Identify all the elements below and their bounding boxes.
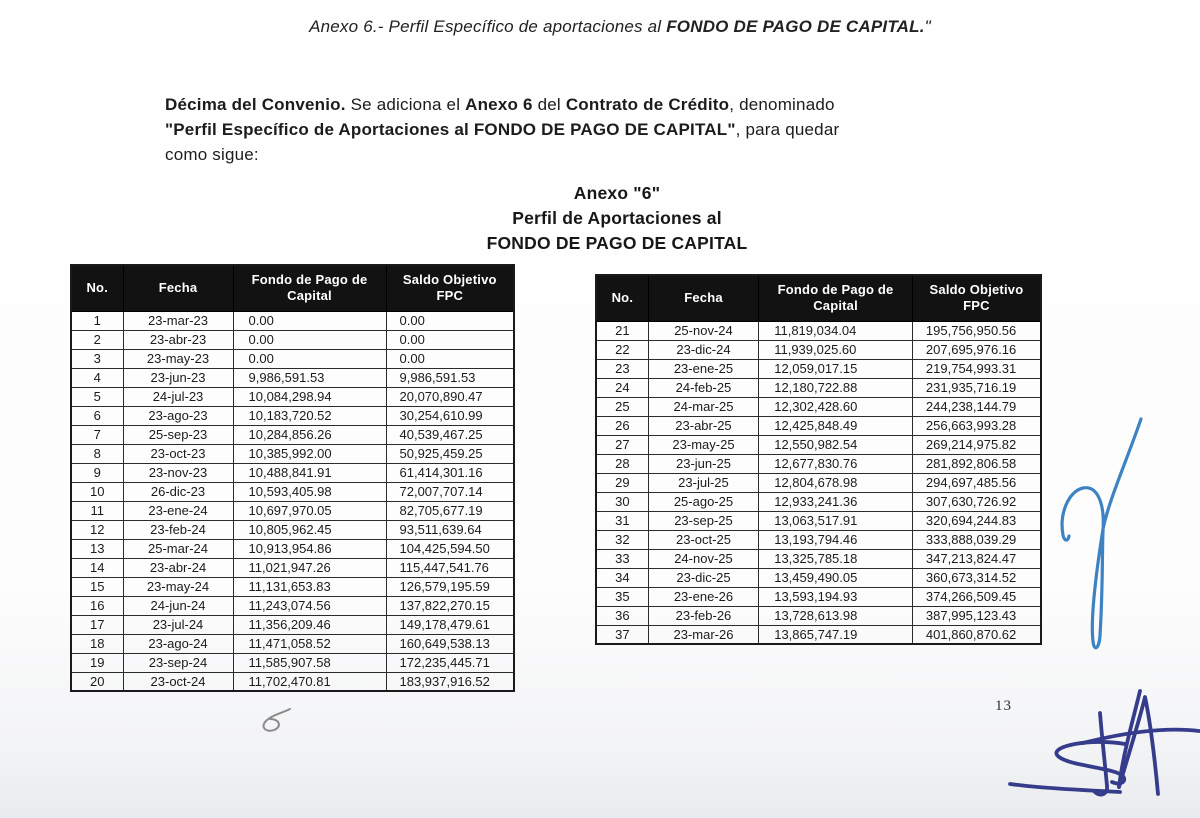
- table-row: [71, 558, 514, 577]
- table-cell: 333,888,039.29: [912, 530, 1041, 549]
- table-cell: 26-dic-23: [123, 482, 233, 501]
- table-row: [596, 397, 1041, 416]
- table-cell: 23-dic-24: [648, 340, 758, 359]
- annex-heading-line3: FONDO DE PAGO DE CAPITAL: [486, 233, 748, 253]
- table-cell: 13,459,490.05: [759, 568, 913, 587]
- table-cell: 23: [596, 359, 648, 378]
- table-row: [71, 653, 514, 672]
- table-cell: 12,550,982.54: [759, 435, 913, 454]
- table-cell: 93,511,639.64: [386, 520, 514, 539]
- table-cell: 61,414,301.16: [386, 463, 514, 482]
- table-cell: 23-ago-23: [123, 406, 233, 425]
- table-cell: 12: [71, 520, 123, 539]
- table-cell: 27: [596, 435, 648, 454]
- annex-heading-line2: Perfil de Aportaciones al: [512, 208, 722, 228]
- table-cell: 374,266,509.45: [912, 587, 1041, 606]
- table-cell: 23-nov-23: [123, 463, 233, 482]
- table-cell: 256,663,993.28: [912, 416, 1041, 435]
- signature-paraph: [1053, 415, 1151, 660]
- table-row: [71, 482, 514, 501]
- table-cell: 401,860,870.62: [912, 625, 1041, 644]
- table-cell: 30: [596, 492, 648, 511]
- text-segment: Anexo 6: [465, 95, 533, 114]
- table-cell: 0.00: [233, 311, 386, 330]
- annex-quote-line: [90, 17, 1150, 37]
- table-cell: 10,385,992.00: [233, 444, 386, 463]
- table-cell: 25-ago-25: [648, 492, 758, 511]
- table-cell: 0.00: [386, 311, 514, 330]
- table-cell: 25-sep-23: [123, 425, 233, 444]
- text-segment: Anexo 6.- Perfil Específico de aportaciones al: [309, 17, 667, 36]
- table-row: [71, 311, 514, 330]
- table-cell: 24: [596, 378, 648, 397]
- table-cell: 115,447,541.76: [386, 558, 514, 577]
- table-cell: 320,694,244.83: [912, 511, 1041, 530]
- table-cell: 20,070,890.47: [386, 387, 514, 406]
- table-cell: 160,649,538.13: [386, 634, 514, 653]
- text-segment: Contrato de Crédito: [565, 95, 730, 114]
- table-cell: 29: [596, 473, 648, 492]
- table-cell: 23-ene-26: [648, 587, 758, 606]
- table-cell: 36: [596, 606, 648, 625]
- table-cell: 183,937,916.52: [386, 672, 514, 691]
- table-row: [596, 511, 1041, 530]
- table-cell: 23-oct-25: [648, 530, 758, 549]
- column-header: Saldo Objetivo FPC: [386, 265, 514, 311]
- table-cell: 19: [71, 653, 123, 672]
- table-row: [596, 321, 1041, 340]
- table-cell: 11: [71, 501, 123, 520]
- table-row: [596, 454, 1041, 473]
- table-row: [596, 416, 1041, 435]
- table-cell: 11,702,470.81: [233, 672, 386, 691]
- column-header: Fecha: [123, 265, 233, 311]
- table-row: [596, 625, 1041, 644]
- table-row: [596, 492, 1041, 511]
- table-cell: 22: [596, 340, 648, 359]
- column-header: Fondo de Pago de Capital: [759, 275, 913, 321]
- text-segment: Décima del Convenio.: [165, 95, 346, 114]
- table-row: [71, 444, 514, 463]
- table-cell: 269,214,975.82: [912, 435, 1041, 454]
- table-row: [71, 330, 514, 349]
- table-cell: 244,238,144.79: [912, 397, 1041, 416]
- aportaciones-table-rows-21-37: [595, 274, 1042, 645]
- table-cell: 6: [71, 406, 123, 425]
- table-cell: 13,063,517.91: [759, 511, 913, 530]
- table-cell: 2: [71, 330, 123, 349]
- table-row: [596, 435, 1041, 454]
- table-cell: 37: [596, 625, 648, 644]
- table-cell: 8: [71, 444, 123, 463]
- text-segment: ": [924, 17, 931, 36]
- table-row: [71, 520, 514, 539]
- table-row: [596, 549, 1041, 568]
- table-row: [71, 672, 514, 691]
- annex-heading-line1: Anexo "6": [573, 183, 661, 203]
- table-cell: 13: [71, 539, 123, 558]
- table-cell: 12,059,017.15: [759, 359, 913, 378]
- text-segment: "Perfil Específico de Aportaciones al FONDO DE PAGO DE CAPITAL": [165, 120, 736, 139]
- table-cell: 13,193,794.46: [759, 530, 913, 549]
- table-row: [596, 340, 1041, 359]
- table-cell: 10,913,954.86: [233, 539, 386, 558]
- table-row: [596, 473, 1041, 492]
- table-cell: 18: [71, 634, 123, 653]
- table-cell: 11,021,947.26: [233, 558, 386, 577]
- table-cell: 31: [596, 511, 648, 530]
- table-cell: 23-ene-24: [123, 501, 233, 520]
- table-cell: 10: [71, 482, 123, 501]
- table-cell: 72,007,707.14: [386, 482, 514, 501]
- table-row: [596, 530, 1041, 549]
- table-cell: 23-jul-24: [123, 615, 233, 634]
- table-cell: 17: [71, 615, 123, 634]
- table-cell: 12,933,241.36: [759, 492, 913, 511]
- page-number: 13: [995, 698, 1012, 714]
- table-cell: 231,935,716.19: [912, 378, 1041, 397]
- table-header-row: [71, 265, 514, 311]
- column-header: No.: [596, 275, 648, 321]
- table-cell: 10,488,841.91: [233, 463, 386, 482]
- signature-initials: [995, 680, 1200, 805]
- table-cell: 11,243,074.56: [233, 596, 386, 615]
- text-segment: del: [532, 95, 566, 114]
- table-row: [71, 463, 514, 482]
- table-header-row: [596, 275, 1041, 321]
- table-cell: 13,325,785.18: [759, 549, 913, 568]
- table-cell: 11,356,209.46: [233, 615, 386, 634]
- table-cell: 207,695,976.16: [912, 340, 1041, 359]
- table-row: [71, 349, 514, 368]
- table-cell: 25: [596, 397, 648, 416]
- table-cell: 33: [596, 549, 648, 568]
- table-cell: 387,995,123.43: [912, 606, 1041, 625]
- table-cell: 12,677,830.76: [759, 454, 913, 473]
- table-cell: 4: [71, 368, 123, 387]
- table-cell: 23-abr-25: [648, 416, 758, 435]
- table-cell: 13,865,747.19: [759, 625, 913, 644]
- table-cell: 10,284,856.26: [233, 425, 386, 444]
- table-cell: 11,471,058.52: [233, 634, 386, 653]
- table-cell: 360,673,314.52: [912, 568, 1041, 587]
- table-cell: 9: [71, 463, 123, 482]
- table-row: [596, 378, 1041, 397]
- table-cell: 7: [71, 425, 123, 444]
- table-cell: 23-jun-23: [123, 368, 233, 387]
- table-cell: 10,697,970.05: [233, 501, 386, 520]
- table-cell: 25-mar-24: [123, 539, 233, 558]
- table-cell: 23-oct-24: [123, 672, 233, 691]
- table-row: [596, 606, 1041, 625]
- annex-heading: [17, 181, 1200, 256]
- table-cell: 149,178,479.61: [386, 615, 514, 634]
- table-cell: 10,593,405.98: [233, 482, 386, 501]
- table-row: [71, 368, 514, 387]
- table-cell: 23-ago-24: [123, 634, 233, 653]
- table-cell: 281,892,806.58: [912, 454, 1041, 473]
- column-header: Saldo Objetivo FPC: [912, 275, 1041, 321]
- table-cell: 30,254,610.99: [386, 406, 514, 425]
- table-cell: 34: [596, 568, 648, 587]
- text-segment: Se adiciona el: [345, 95, 466, 114]
- table-cell: 50,925,459.25: [386, 444, 514, 463]
- table-cell: 23-sep-24: [123, 653, 233, 672]
- table-cell: 16: [71, 596, 123, 615]
- table-cell: 20: [71, 672, 123, 691]
- table-cell: 23-oct-23: [123, 444, 233, 463]
- table-cell: 11,819,034.04: [759, 321, 913, 340]
- table-cell: 23-abr-24: [123, 558, 233, 577]
- table-cell: 25-nov-24: [648, 321, 758, 340]
- table-cell: 82,705,677.19: [386, 501, 514, 520]
- table-cell: 26: [596, 416, 648, 435]
- table-cell: 0.00: [386, 349, 514, 368]
- text-segment: como sigue:: [165, 145, 259, 164]
- text-segment: , denominado: [729, 95, 835, 114]
- table-cell: 0.00: [233, 349, 386, 368]
- table-cell: 32: [596, 530, 648, 549]
- clause-paragraph: [165, 92, 1045, 167]
- text-segment: .: [919, 17, 925, 36]
- text-segment: , para quedar: [735, 120, 840, 139]
- table-cell: 195,756,950.56: [912, 321, 1041, 340]
- table-cell: 23-feb-24: [123, 520, 233, 539]
- table-row: [71, 501, 514, 520]
- pen-mark: [252, 702, 298, 738]
- table-cell: 23-dic-25: [648, 568, 758, 587]
- table-row: [596, 568, 1041, 587]
- table-row: [596, 587, 1041, 606]
- table-cell: 12,180,722.88: [759, 378, 913, 397]
- table-cell: 307,630,726.92: [912, 492, 1041, 511]
- table-cell: 11,131,653.83: [233, 577, 386, 596]
- table-cell: 23-ene-25: [648, 359, 758, 378]
- table-cell: 172,235,445.71: [386, 653, 514, 672]
- table-cell: 14: [71, 558, 123, 577]
- table-cell: 24-feb-25: [648, 378, 758, 397]
- table-cell: 23-may-24: [123, 577, 233, 596]
- table-row: [71, 634, 514, 653]
- table-cell: 126,579,195.59: [386, 577, 514, 596]
- table-cell: 21: [596, 321, 648, 340]
- table-cell: 15: [71, 577, 123, 596]
- table-cell: 0.00: [233, 330, 386, 349]
- table-cell: 1: [71, 311, 123, 330]
- table-row: [71, 577, 514, 596]
- table-cell: 40,539,467.25: [386, 425, 514, 444]
- table-row: [71, 596, 514, 615]
- table-cell: 24-jul-23: [123, 387, 233, 406]
- table-cell: 10,084,298.94: [233, 387, 386, 406]
- table-cell: 23-may-23: [123, 349, 233, 368]
- table-cell: 12,302,428.60: [759, 397, 913, 416]
- aportaciones-table-rows-1-20: [70, 264, 515, 692]
- table-cell: 28: [596, 454, 648, 473]
- column-header: Fecha: [648, 275, 758, 321]
- table-cell: 137,822,270.15: [386, 596, 514, 615]
- table-cell: 3: [71, 349, 123, 368]
- table-cell: 13,593,194.93: [759, 587, 913, 606]
- text-segment: FONDO DE PAGO DE CAPITAL: [666, 17, 920, 36]
- table-cell: 23-sep-25: [648, 511, 758, 530]
- table-cell: 294,697,485.56: [912, 473, 1041, 492]
- table-row: [71, 406, 514, 425]
- table-cell: 13,728,613.98: [759, 606, 913, 625]
- table-row: [596, 359, 1041, 378]
- table-cell: 12,425,848.49: [759, 416, 913, 435]
- table-cell: 11,585,907.58: [233, 653, 386, 672]
- table-cell: 11,939,025.60: [759, 340, 913, 359]
- table-cell: 10,183,720.52: [233, 406, 386, 425]
- table-cell: 9,986,591.53: [386, 368, 514, 387]
- table-cell: 24-nov-25: [648, 549, 758, 568]
- table-row: [71, 425, 514, 444]
- table-cell: 23-mar-23: [123, 311, 233, 330]
- table-cell: 23-jul-25: [648, 473, 758, 492]
- table-row: [71, 387, 514, 406]
- table-row: [71, 539, 514, 558]
- table-cell: 23-abr-23: [123, 330, 233, 349]
- table-cell: 104,425,594.50: [386, 539, 514, 558]
- table-cell: 23-may-25: [648, 435, 758, 454]
- table-cell: 23-mar-26: [648, 625, 758, 644]
- table-cell: 23-feb-26: [648, 606, 758, 625]
- table-cell: 24-jun-24: [123, 596, 233, 615]
- table-cell: 12,804,678.98: [759, 473, 913, 492]
- column-header: No.: [71, 265, 123, 311]
- table-row: [71, 615, 514, 634]
- table-cell: 347,213,824.47: [912, 549, 1041, 568]
- table-cell: 0.00: [386, 330, 514, 349]
- table-cell: 10,805,962.45: [233, 520, 386, 539]
- table-cell: 9,986,591.53: [233, 368, 386, 387]
- table-cell: 35: [596, 587, 648, 606]
- table-cell: 23-jun-25: [648, 454, 758, 473]
- table-cell: 219,754,993.31: [912, 359, 1041, 378]
- column-header: Fondo de Pago de Capital: [233, 265, 386, 311]
- table-cell: 5: [71, 387, 123, 406]
- table-cell: 24-mar-25: [648, 397, 758, 416]
